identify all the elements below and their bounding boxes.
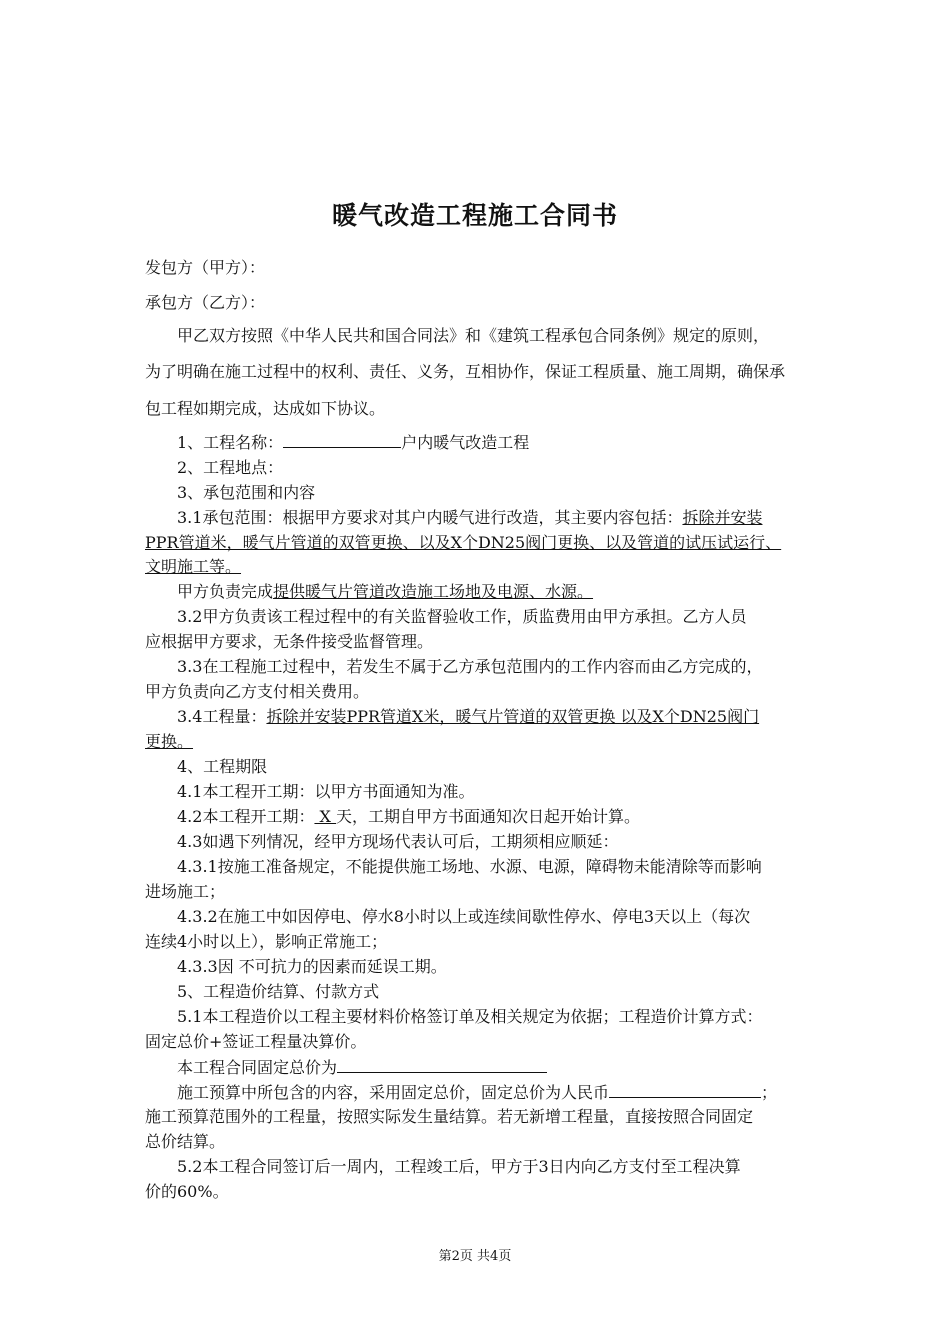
section-3-1-line-1: [145, 506, 810, 530]
intro-line-3: 包工程如期完成，达成如下协议。: [145, 399, 386, 418]
section-1-value: 户内暖气改造工程: [401, 433, 530, 452]
section-5-2-line-2: 价的60%。: [145, 1182, 229, 1201]
section-4-3-3: 4.3.3因 不可抗力的因素而延误工期。: [177, 957, 447, 976]
section-4-3-1-line-2: 进场施工；: [145, 882, 226, 901]
fixed-total-line: [145, 1055, 810, 1080]
budget-line-2: 施工预算范围外的工程量，按照实际发生量结算。若无新增工程量，直接按照合同固定: [145, 1107, 754, 1126]
party-a-line: 发包方（甲方）：: [145, 258, 266, 277]
section-4-2-text: 天，工期自甲方书面通知次日起开始计算。: [336, 807, 641, 826]
section-5-1-line-1: 5.1本工程造价以工程主要材料价格签订单及相关规定为依据；工程造价计算方式：: [177, 1007, 763, 1026]
section-4-3-1-line-1: 4.3.1按施工准备规定，不能提供施工场地、水源、电源，障碍物未能清除等而影响: [177, 857, 762, 876]
section-2-location: 2、工程地点：: [177, 458, 284, 477]
section-4-3: 4.3如遇下列情况，经甲方现场代表认可后，工期须相应顺延：: [177, 832, 619, 851]
section-3-1-line-3: 文明施工等。: [145, 557, 242, 576]
budget-semicolon: ；: [761, 1083, 778, 1102]
section-1-project-name: [145, 430, 810, 455]
section-4-2-label: 4.2本工程开工期：: [177, 807, 315, 826]
budget-amount-blank: [609, 1080, 761, 1098]
section-1-label: 1、工程名称：: [177, 433, 284, 452]
section-3-3-line-2: 甲方负责向乙方支付相关费用。: [145, 682, 370, 701]
section-3-2-line-2: 应根据甲方要求，无条件接受监督管理。: [145, 632, 434, 651]
party-a-resp-text: 甲方负责完成: [177, 582, 274, 601]
party-a-responsibility: [145, 580, 810, 604]
document-title: 暖气改造工程施工合同书: [331, 201, 618, 230]
section-3-4-line-2: 更换。: [145, 732, 194, 751]
section-5-heading: 5、工程造价结算、付款方式: [177, 982, 380, 1001]
page-number-footer: 第2页 共4页: [438, 1249, 512, 1264]
section-4-heading: 4、工程期限: [177, 757, 268, 776]
intro-line-2: 为了明确在施工过程中的权利、责任、义务，互相协作，保证工程质量、施工周期，确保承: [145, 362, 786, 381]
fixed-total-label: 本工程合同固定总价为: [177, 1058, 338, 1077]
party-a-resp-underlined: 提供暖气片管道改造施工场地及电源、水源。: [273, 582, 594, 601]
section-4-3-2-line-1: 4.3.2在施工中如因停电、停水8小时以上或连续间歇性停水、停电3天以上（每次: [177, 907, 751, 926]
section-4-3-2-line-2: 连续4小时以上），影响正常施工；: [145, 932, 388, 951]
section-3-1-text: 3.1承包范围：根据甲方要求对其户内暖气进行改造，其主要内容包括：: [177, 508, 683, 527]
section-3-1-underlined-1: 拆除并安装: [682, 508, 763, 527]
section-3-1-line-2: PPR管道米，暖气片管道的双管更换、以及X个DN25阀门更换、以及管道的试压试运行、: [145, 533, 782, 552]
section-3-4-label: 3.4工程量：: [177, 707, 267, 726]
intro-line-1: 甲乙双方按照《中华人民共和国合同法》和《建筑工程承包合同条例》规定的原则，: [177, 326, 770, 345]
section-3-4-line-1: [145, 705, 810, 729]
party-b-line: 承包方（乙方）：: [145, 293, 266, 312]
section-3-3-line-1: 3.3在工程施工过程中，若发生不属于乙方承包范围内的工作内容而由乙方完成的，: [177, 657, 763, 676]
section-3-4-underlined-1: 拆除并安装PPR管道X米，暖气片管道的双管更换 以及X个DN25阀门: [266, 707, 760, 726]
section-4-1: 4.1本工程开工期：以甲方书面通知为准。: [177, 782, 475, 801]
section-5-2-line-1: 5.2本工程合同签订后一周内，工程竣工后，甲方于3日内向乙方支付至工程决算: [177, 1157, 741, 1176]
section-5-1-line-2: 固定总价+签证工程量决算价。: [145, 1032, 367, 1051]
section-4-2-days: X: [314, 807, 337, 826]
section-3-heading: 3、承包范围和内容: [177, 483, 316, 502]
project-name-blank: [283, 430, 401, 448]
budget-label: 施工预算中所包含的内容，采用固定总价，固定总价为人民币: [177, 1083, 610, 1102]
fixed-total-blank: [337, 1055, 547, 1073]
section-4-2: [145, 805, 810, 829]
budget-line-3: 总价结算。: [145, 1132, 226, 1151]
budget-line-1: [145, 1080, 810, 1105]
section-3-2-line-1: 3.2甲方负责该工程过程中的有关监督验收工作，质监费用由甲方承担。乙方人员: [177, 607, 747, 626]
